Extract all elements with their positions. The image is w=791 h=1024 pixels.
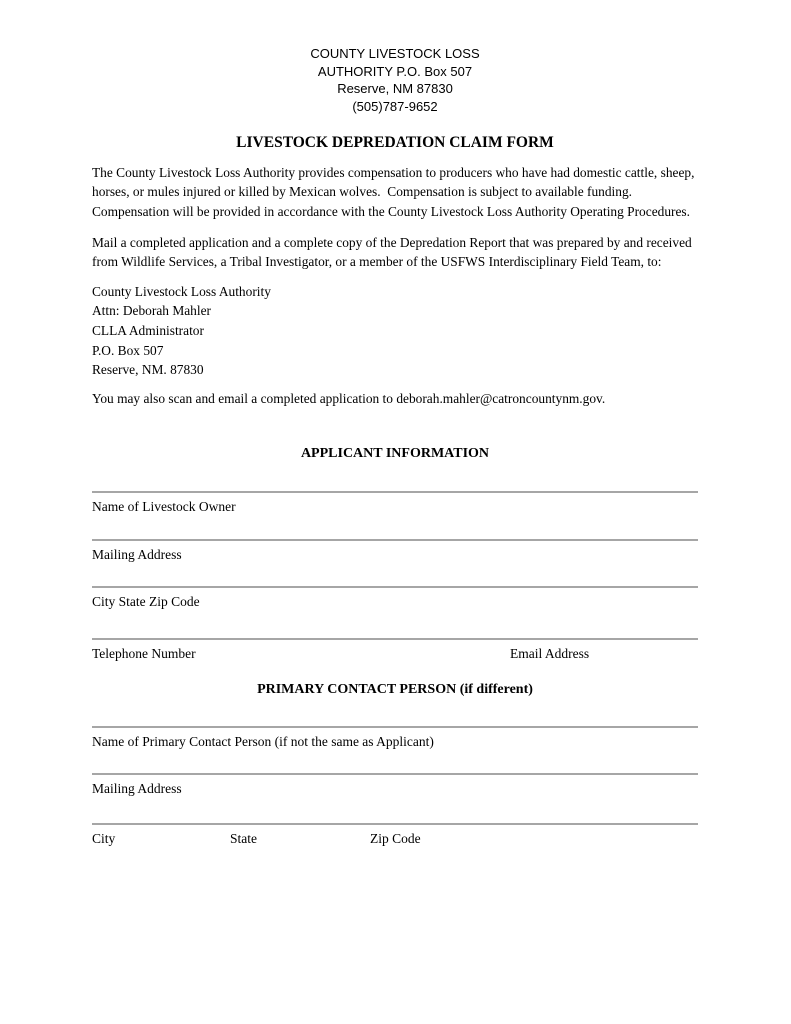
field-label-primary-contact-name: Name of Primary Contact Person (if not the same as Applicant): [92, 734, 434, 750]
address-line-citystate: Reserve, NM. 87830: [92, 362, 204, 378]
field-primary-contact-city-state-zip[interactable]: [92, 823, 698, 848]
field-label-telephone-number: Telephone Number: [92, 646, 196, 662]
mailing-address-block: [92, 282, 698, 380]
field-label-applicant-mailing-address: Mailing Address: [92, 547, 182, 563]
primary-contact-heading: PRIMARY CONTACT PERSON (if different): [257, 682, 533, 698]
field-applicant-city-state-zip[interactable]: [92, 586, 698, 611]
letterhead: [92, 0, 698, 116]
email-instruction: You may also scan and email a completed application to deborah.mahler@catroncountynm.gov.: [92, 390, 606, 406]
letterhead-line-2: AUTHORITY P.O. Box 507: [317, 63, 473, 79]
letterhead-line-4: (505)787-9652: [352, 99, 438, 115]
field-label-primary-contact-mailing-address: Mailing Address: [92, 781, 182, 797]
field-applicant-mailing-address[interactable]: [92, 539, 698, 564]
address-line-role: CLLA Administrator: [92, 322, 204, 338]
field-primary-contact-name[interactable]: [92, 726, 698, 751]
field-label-zip-code: Zip Code: [370, 831, 421, 847]
intro-paragraph-1: The County Livestock Loss Authority provides compensation to producers who have had domestic cattle, sheep, horses, or mules injured or killed by Mexican wolves. Compensation is subject to available funding. Compensation will be provided in accordance with the County Livestock Loss Authority Operating Procedures.: [92, 164, 698, 219]
field-primary-contact-mailing-address[interactable]: [92, 773, 698, 798]
field-label-state: State: [230, 831, 257, 847]
applicant-info-heading: APPLICANT INFORMATION: [300, 446, 490, 462]
page-content: [92, 0, 698, 848]
address-line-org: County Livestock Loss Authority: [92, 283, 271, 299]
field-label-applicant-city-state-zip: City State Zip Code: [92, 594, 200, 610]
field-label-city: City: [92, 831, 116, 847]
field-label-email-address: Email Address: [510, 646, 590, 662]
intro-paragraph-2: Mail a completed application and a complete copy of the Depredation Report that was prepared by and received from Wildlife Services, a Tribal Investigator, or a member of the USFWS Interdisciplinary Field Team, to:: [92, 234, 696, 270]
letterhead-line-3: Reserve, NM 87830: [337, 81, 453, 97]
field-livestock-owner-name[interactable]: [92, 491, 698, 516]
field-telephone-and-email[interactable]: [92, 638, 698, 663]
field-label-livestock-owner-name: Name of Livestock Owner: [92, 499, 236, 515]
address-line-attn: Attn: Deborah Mahler: [92, 303, 211, 319]
form-title: LIVESTOCK DEPREDATION CLAIM FORM: [236, 133, 554, 151]
address-line-pobox: P.O. Box 507: [92, 342, 164, 358]
letterhead-line-1: COUNTY LIVESTOCK LOSS: [310, 46, 480, 61]
